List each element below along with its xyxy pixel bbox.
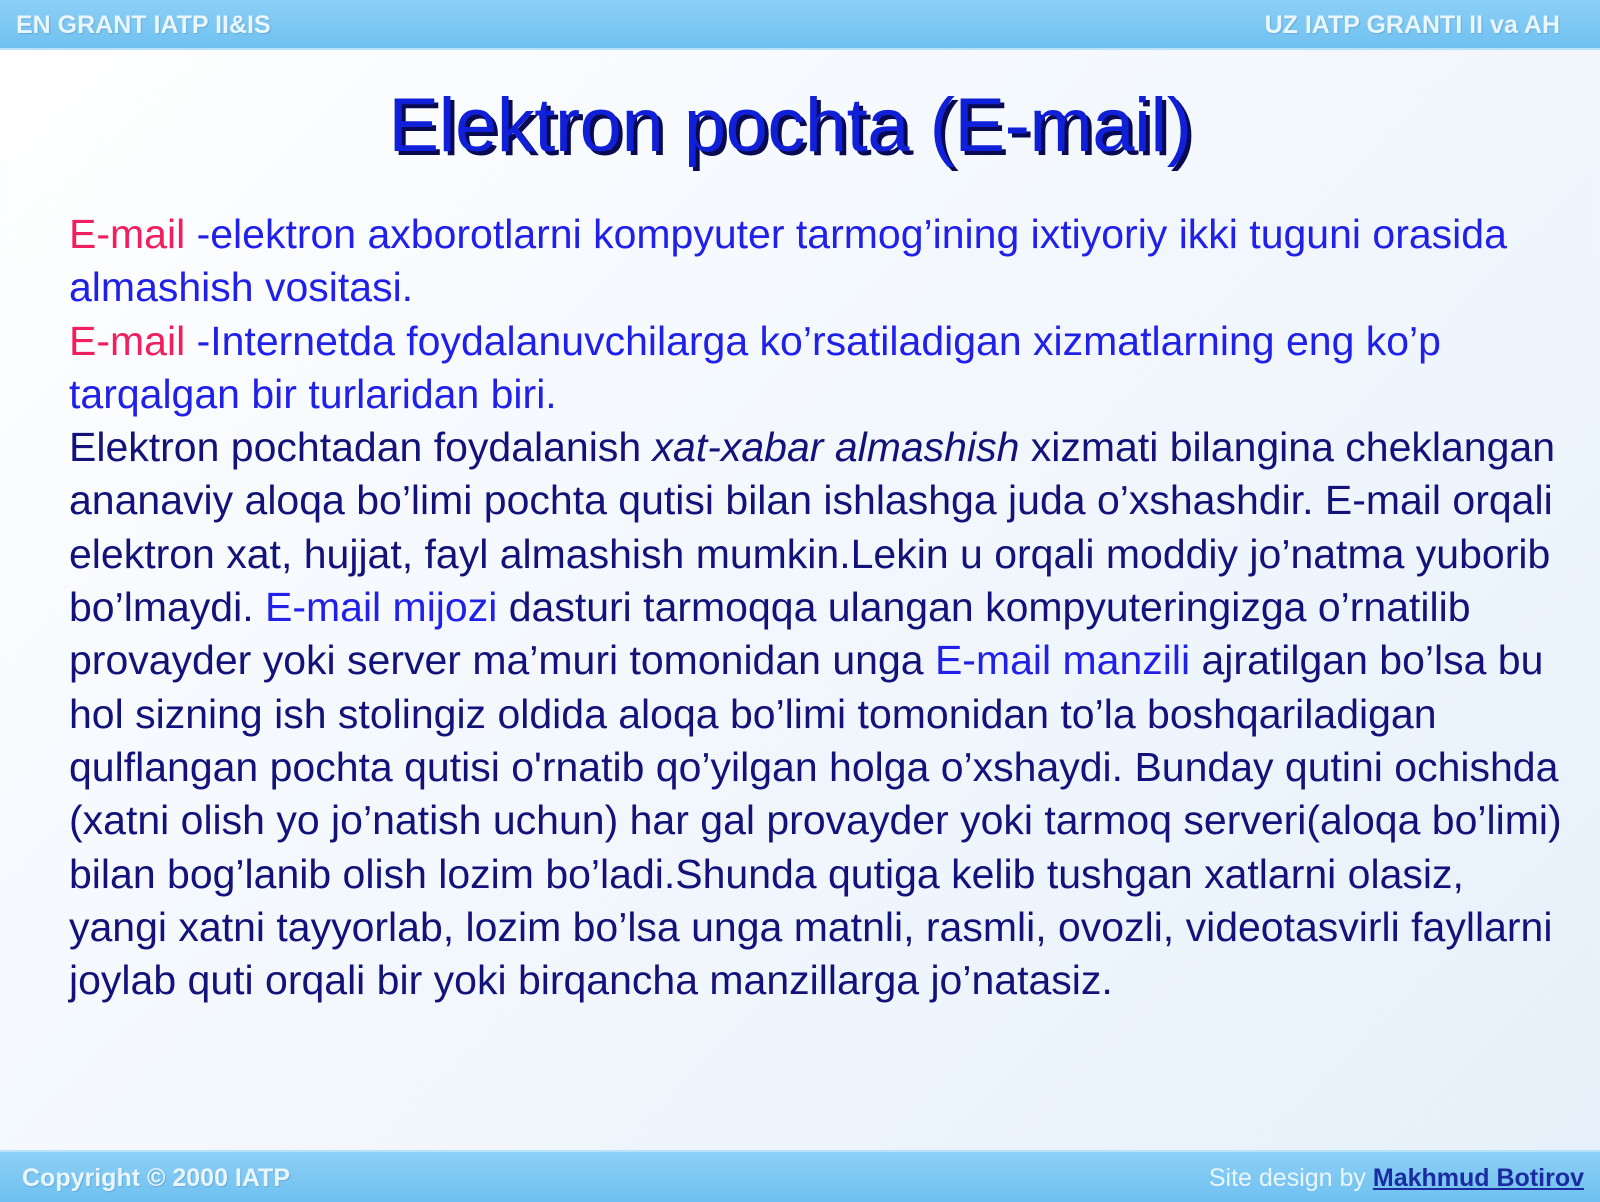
- header-right-label: UZ IATP GRANTI II va AH: [1264, 11, 1560, 39]
- designer-link[interactable]: Makhmud Botirov: [1372, 1164, 1584, 1192]
- body-text: xizmati bilangina cheklangan ananaviy aloqa bo’limi pochta qutisi bilan ishlashga juda o’xshashdir. E-mail orqali elektron xat, hujjat, fayl almashish mumkin.Lekin u orqali moddiy jo’natma yuborib bo’lmaydi.: [69, 424, 1556, 631]
- paragraph-email-internet: [69, 315, 1569, 422]
- definition-text: -elektron axborotlarni kompyuter tarmog’ining ixtiyoriy ikki tuguni orasida almashish vositasi.: [69, 211, 1507, 311]
- body-text: Elektron pochtadan foydalanish: [69, 424, 653, 471]
- paragraph-email-description: [69, 421, 1569, 1007]
- definition-text: -Internetda foydalanuvchilarga ko’rsatiladigan xizmatlarning eng ko’p tarqalgan bir turlaridan biri.: [69, 317, 1441, 417]
- email-term: E-mail: [69, 317, 186, 364]
- email-term: E-mail: [69, 211, 186, 257]
- slide-body: [69, 208, 1569, 1007]
- email-address-term: E-mail manzili: [934, 637, 1191, 684]
- copyright-text: Copyright © 2000 IATP: [22, 1164, 291, 1192]
- footer-bar: [0, 1150, 1600, 1202]
- body-text: dasturi tarmoqqa ulangan kompyuteringizga o’rnatilib provayder yoki server ma’muri tomonidan unga: [69, 584, 1471, 684]
- italic-phrase: xat-xabar almashish: [652, 424, 1020, 471]
- header-bar: [0, 0, 1600, 50]
- site-design-credit: [1209, 1164, 1584, 1193]
- body-text: ajratilgan bo’lsa bu hol sizning ish stolingiz oldida aloqa bo’limi tomonidan to’la boshqariladigan qulflangan pochta qutisi o'rnatib qo’yilgan holga o’xshaydi. Bunday qutini ochishda (xatni olish yo jo’natish uchun) har gal provayder yoki tarmoq serveri(aloqa bo’limi) bilan bog’lanib olish lozim bo’ladi.Shunda qutiga kelib tushgan xatlarni olasiz, yangi xatni tayyorlab, lozim bo’lsa unga matnli, rasmli, ovozli, videotasvirli fayllarni joylab quti orqali bir yoki birqancha manzillarga jo’natasiz.: [69, 637, 1562, 1004]
- paragraph-email-definition: [69, 208, 1569, 315]
- site-design-prefix: Site design by: [1208, 1164, 1373, 1192]
- header-left-label: EN GRANT IATP II&IS: [16, 11, 271, 39]
- email-client-term: E-mail mijozi: [264, 584, 498, 631]
- slide-title: Elektron pochta (E-mail): [388, 83, 1192, 168]
